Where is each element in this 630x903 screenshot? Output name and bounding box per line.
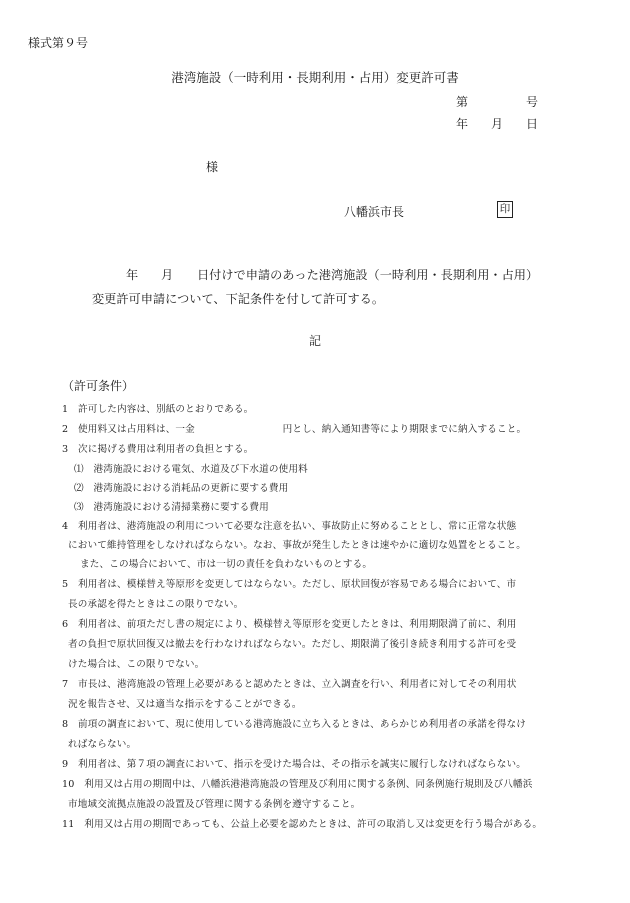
form-number: 様式第９号 — [28, 36, 89, 50]
condition-line: 1 許可した内容は、別紙のとおりである。 — [62, 404, 254, 415]
condition-line: ればならない。 — [68, 739, 137, 750]
date-month: 月 — [491, 117, 504, 131]
body-year: 年 — [126, 268, 139, 282]
condition-line: 11 利用又は占用の期間であっても、公益上必要を認めたときは、許可の取消し又は変更を行う場合がある。 — [62, 819, 543, 830]
condition-line: 2 使用料又は占用料は、一金 円とし、納入通知書等により期限までに納入すること。 — [62, 424, 527, 435]
conditions-heading: （許可条件） — [62, 379, 135, 393]
body-month: 月 — [161, 268, 174, 282]
condition-line: ⑴ 港湾施設における電気、水道及び下水道の使用料 — [74, 464, 308, 475]
condition-line: 5 利用者は、模様替え等原形を変更してはならない。ただし、原状回復が容易である場合において、市 — [62, 579, 517, 590]
ki-mark: 記 — [308, 334, 321, 348]
condition-line: 8 前項の調査において、現に使用している港湾施設に立ち入るときは、あらかじめ利用者の承諾を得なけ — [62, 719, 527, 730]
condition-line: 長の承認を得たときはこの限りでない。 — [68, 599, 244, 610]
condition-line: において維持管理をしなければならない。なお、事故が発生したときは速やかに適切な処置をとること。 — [68, 540, 526, 551]
condition-line: また、この場合において、市は一切の責任を負わないものとする。 — [80, 559, 373, 570]
number-suffix: 号 — [526, 95, 539, 109]
issuer-name: 八幡浜市長 — [344, 205, 405, 219]
body-line1-rest: 日付けで申請のあった港湾施設（一時利用・長期利用・占用） — [197, 268, 539, 282]
condition-line: ⑵ 港湾施設における消耗品の更新に要する費用 — [74, 483, 289, 494]
body-line2: 変更許可申請について、下記条件を付して許可する。 — [92, 292, 385, 306]
condition-line: 況を報告させ、又は適当な指示をすることができる。 — [68, 699, 302, 710]
condition-line: 10 利用又は占用の期間中は、八幡浜港港湾施設の管理及び利用に関する条例、同条例施行規則及び八幡浜 — [62, 779, 533, 790]
number-prefix: 第 — [456, 95, 469, 109]
condition-line: 6 利用者は、前項ただし書の規定により、模様替え等原形を変更したときは、利用期限満了前に、利用 — [62, 619, 517, 630]
document-title: 港湾施設（一時利用・長期利用・占用）変更許可書 — [171, 70, 459, 85]
condition-line: 市地域交流拠点施設の設置及び管理に関する条例を遵守すること。 — [68, 799, 361, 810]
condition-line: 7 市長は、港湾施設の管理上必要があると認めたときは、立入調査を行い、利用者に対してその利用状 — [62, 679, 517, 690]
condition-line: けた場合は、この限りでない。 — [68, 659, 205, 670]
condition-line: ⑶ 港湾施設における清掃業務に要する費用 — [74, 502, 269, 513]
condition-line: 9 利用者は、第７項の調査において、指示を受けた場合は、その指示を誠実に履行しなければならない。 — [62, 759, 527, 770]
addressee-suffix: 様 — [206, 160, 219, 174]
condition-line: 3 次に掲げる費用は利用者の負担とする。 — [62, 444, 254, 455]
condition-line: 4 利用者は、港湾施設の利用について必要な注意を払い、事故防止に努めることとし、常に正常な状態 — [62, 521, 517, 532]
seal-mark: 印 — [497, 201, 513, 218]
date-year: 年 — [456, 117, 469, 131]
condition-line: 者の負担で原状回復又は撤去を行わなければならない。ただし、期限満了後引き続き利用する許可を受 — [68, 639, 517, 650]
date-day: 日 — [526, 117, 539, 131]
